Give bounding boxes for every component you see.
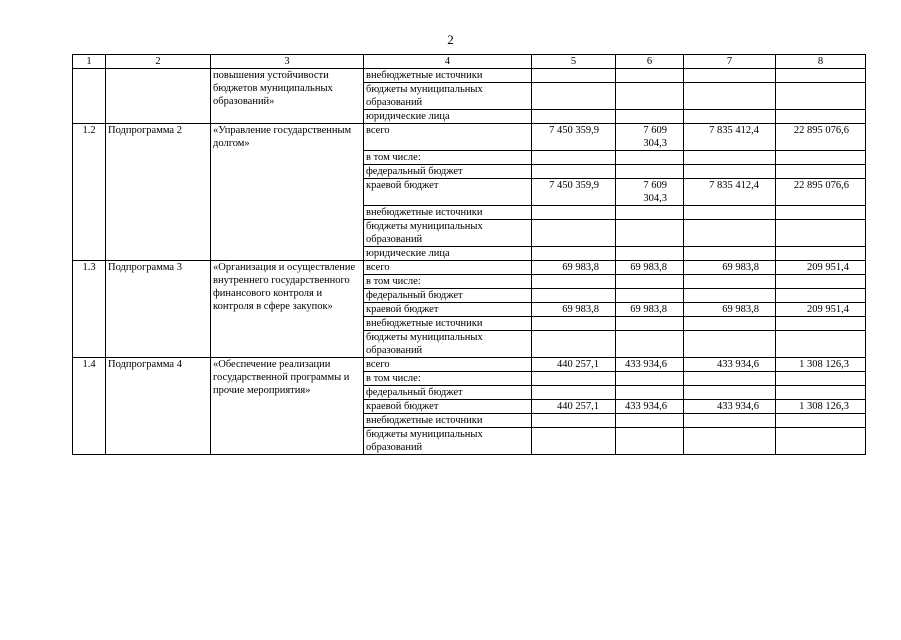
- value-col-6: [616, 247, 684, 261]
- page-number: 2: [447, 32, 454, 47]
- value-col-6: 7 609 304,3: [616, 124, 684, 151]
- value-col-6: 69 983,8: [616, 303, 684, 317]
- value-col-7: 433 934,6: [684, 400, 776, 414]
- value-col-5: [532, 428, 616, 455]
- value-col-6: [616, 414, 684, 428]
- item-number: [73, 69, 106, 124]
- value-col-6: 433 934,6: [616, 400, 684, 414]
- value-col-8: 22 895 076,6: [776, 179, 866, 206]
- value-col-7: [684, 151, 776, 165]
- value-col-5: [532, 69, 616, 83]
- value-col-5: [532, 331, 616, 358]
- header-col-5: 5: [532, 55, 616, 69]
- program-title: «Организация и осуществление внутреннего государственного финансового контроля и контроля в сфере закупок»: [211, 261, 364, 358]
- value-col-8: [776, 247, 866, 261]
- value-col-5: [532, 220, 616, 247]
- value-col-7: [684, 386, 776, 400]
- program-name: [106, 69, 211, 124]
- value-col-8: [776, 275, 866, 289]
- value-col-6: [616, 331, 684, 358]
- value-col-8: [776, 317, 866, 331]
- value-col-5: [532, 386, 616, 400]
- value-col-5: 440 257,1: [532, 400, 616, 414]
- value-col-5: [532, 275, 616, 289]
- item-number: 1.4: [73, 358, 106, 455]
- value-col-8: [776, 372, 866, 386]
- value-col-8: [776, 414, 866, 428]
- value-col-7: [684, 275, 776, 289]
- header-col-8: 8: [776, 55, 866, 69]
- value-col-8: [776, 386, 866, 400]
- value-col-8: [776, 206, 866, 220]
- program-name: Подпрограмма 4: [106, 358, 211, 455]
- source-label: бюджеты муниципальных образований: [364, 220, 532, 247]
- value-col-8: 22 895 076,6: [776, 124, 866, 151]
- value-col-5: [532, 289, 616, 303]
- program-name: Подпрограмма 2: [106, 124, 211, 261]
- value-col-6: [616, 69, 684, 83]
- source-label: внебюджетные источники: [364, 414, 532, 428]
- value-col-5: [532, 83, 616, 110]
- source-label: краевой бюджет: [364, 179, 532, 206]
- value-col-6: [616, 372, 684, 386]
- value-col-8: [776, 428, 866, 455]
- value-col-8: [776, 69, 866, 83]
- value-col-7: [684, 414, 776, 428]
- value-col-6: [616, 289, 684, 303]
- value-col-7: [684, 372, 776, 386]
- value-col-6: [616, 165, 684, 179]
- item-number: 1.3: [73, 261, 106, 358]
- value-col-5: 7 450 359,9: [532, 124, 616, 151]
- program-title: повышения устойчивости бюджетов муниципальных образований»: [211, 69, 364, 124]
- value-col-8: [776, 83, 866, 110]
- value-col-5: [532, 247, 616, 261]
- value-col-7: [684, 289, 776, 303]
- source-label: юридические лица: [364, 247, 532, 261]
- table-row: [73, 261, 866, 275]
- program-title: «Обеспечение реализации государственной программы и прочие мероприятия»: [211, 358, 364, 455]
- value-col-7: [684, 83, 776, 110]
- value-col-7: [684, 165, 776, 179]
- value-col-5: [532, 110, 616, 124]
- value-col-5: [532, 317, 616, 331]
- value-col-5: 7 450 359,9: [532, 179, 616, 206]
- value-col-7: [684, 220, 776, 247]
- value-col-6: 433 934,6: [616, 358, 684, 372]
- source-label: бюджеты муниципальных образований: [364, 428, 532, 455]
- value-col-6: [616, 220, 684, 247]
- value-col-7: 69 983,8: [684, 303, 776, 317]
- value-col-6: [616, 110, 684, 124]
- header-col-4: 4: [364, 55, 532, 69]
- source-label: всего: [364, 358, 532, 372]
- source-label: внебюджетные источники: [364, 317, 532, 331]
- source-label: всего: [364, 124, 532, 151]
- value-col-8: 209 951,4: [776, 303, 866, 317]
- value-col-5: 69 983,8: [532, 261, 616, 275]
- source-label: бюджеты муниципальных образований: [364, 331, 532, 358]
- source-label: бюджеты муниципальных образований: [364, 83, 532, 110]
- value-col-7: 7 835 412,4: [684, 124, 776, 151]
- value-col-6: [616, 206, 684, 220]
- header-col-3: 3: [211, 55, 364, 69]
- value-col-5: 440 257,1: [532, 358, 616, 372]
- source-label: в том числе:: [364, 275, 532, 289]
- value-col-5: [532, 165, 616, 179]
- value-col-7: [684, 331, 776, 358]
- value-col-5: [532, 414, 616, 428]
- value-col-7: [684, 110, 776, 124]
- source-label: краевой бюджет: [364, 303, 532, 317]
- program-title: «Управление государственным долгом»: [211, 124, 364, 261]
- value-col-8: 1 308 126,3: [776, 400, 866, 414]
- value-col-7: 433 934,6: [684, 358, 776, 372]
- header-col-7: 7: [684, 55, 776, 69]
- program-name: Подпрограмма 3: [106, 261, 211, 358]
- item-number: 1.2: [73, 124, 106, 261]
- source-label: федеральный бюджет: [364, 386, 532, 400]
- value-col-7: 7 835 412,4: [684, 179, 776, 206]
- value-col-6: 7 609 304,3: [616, 179, 684, 206]
- header-col-1: 1: [73, 55, 106, 69]
- value-col-6: [616, 151, 684, 165]
- value-col-8: [776, 331, 866, 358]
- header-col-6: 6: [616, 55, 684, 69]
- value-col-8: [776, 220, 866, 247]
- value-col-8: [776, 165, 866, 179]
- source-label: федеральный бюджет: [364, 165, 532, 179]
- source-label: федеральный бюджет: [364, 289, 532, 303]
- value-col-7: [684, 317, 776, 331]
- header-col-2: 2: [106, 55, 211, 69]
- source-label: в том числе:: [364, 372, 532, 386]
- table-row: [73, 358, 866, 372]
- budget-table: [72, 54, 866, 455]
- value-col-6: 69 983,8: [616, 261, 684, 275]
- value-col-7: [684, 69, 776, 83]
- source-label: юридические лица: [364, 110, 532, 124]
- value-col-7: [684, 247, 776, 261]
- source-label: краевой бюджет: [364, 400, 532, 414]
- value-col-8: 209 951,4: [776, 261, 866, 275]
- value-col-8: [776, 151, 866, 165]
- value-col-5: [532, 206, 616, 220]
- value-col-6: [616, 83, 684, 110]
- value-col-8: [776, 289, 866, 303]
- value-col-5: [532, 372, 616, 386]
- value-col-7: 69 983,8: [684, 261, 776, 275]
- value-col-7: [684, 428, 776, 455]
- value-col-6: [616, 428, 684, 455]
- source-label: внебюджетные источники: [364, 206, 532, 220]
- table-row: [73, 69, 866, 83]
- value-col-6: [616, 386, 684, 400]
- source-label: внебюджетные источники: [364, 69, 532, 83]
- source-label: в том числе:: [364, 151, 532, 165]
- header-row: [73, 55, 866, 69]
- value-col-6: [616, 275, 684, 289]
- value-col-5: [532, 151, 616, 165]
- value-col-7: [684, 206, 776, 220]
- value-col-5: 69 983,8: [532, 303, 616, 317]
- table-row: [73, 124, 866, 151]
- value-col-8: [776, 110, 866, 124]
- source-label: всего: [364, 261, 532, 275]
- value-col-6: [616, 317, 684, 331]
- value-col-8: 1 308 126,3: [776, 358, 866, 372]
- table-body: [73, 69, 866, 455]
